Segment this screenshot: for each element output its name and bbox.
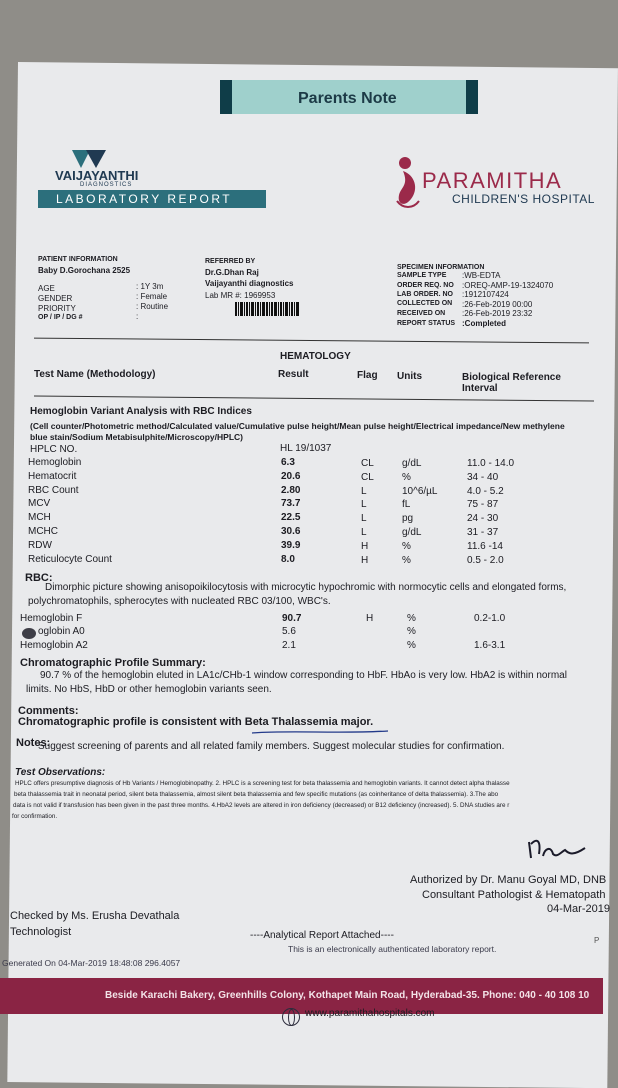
hplc-label: HPLC NO. [30, 444, 78, 455]
result-name: MCV [28, 498, 51, 509]
hospital-name: PARAMITHA [422, 168, 563, 193]
result-value: 2.80 [281, 485, 301, 496]
rbc-text-2: polychromatophils, spherocytes with nucleated RBC 03/100, WBC's. [28, 596, 331, 607]
tab-edge-left [220, 80, 232, 114]
result-value: 22.5 [281, 512, 301, 523]
chrom-summary-text-1: 90.7 % of the hemoglobin eluted in LA1c/CHb-1 window corresponding to HbF. HbAo is very low. HbA2 is within normal [40, 670, 567, 681]
parents-note-tab [220, 80, 478, 114]
lab-order-value: :1912107424 [462, 290, 509, 299]
result-ref: 0.5 - 2.0 [467, 555, 504, 566]
priority-value: : Routine [136, 302, 169, 311]
lab-report-title: LABORATORY REPORT [56, 192, 233, 206]
result-name: Reticulocyte Count [28, 554, 112, 565]
result-flag: L [361, 486, 367, 497]
age-value: : 1Y 3m [136, 282, 164, 291]
generated-on: Generated On 04-Mar-2019 18:48:08 296.4057 [2, 958, 181, 968]
lab-sub: DIAGNOSTICS [80, 182, 133, 188]
specimen-section-label: SPECIMEN INFORMATION [397, 264, 485, 271]
result-name: MCH [28, 512, 51, 523]
result-flag: CL [361, 472, 374, 483]
parents-note-label: Parents Note [298, 90, 397, 107]
variant-name: oglobin A0 [38, 626, 85, 637]
lab-name: VAIJAYANTHI [55, 168, 139, 183]
result-name: Hematocrit [28, 471, 77, 482]
result-value: 73.7 [281, 498, 301, 509]
col-result: Result [278, 369, 309, 380]
globe-icon [282, 1008, 300, 1026]
report-status-value: :Completed [462, 319, 506, 328]
collected-value: :26-Feb-2019 00:00 [462, 300, 533, 309]
report-status-label: REPORT STATUS [397, 320, 456, 327]
panel-title: Hemoglobin Variant Analysis with RBC Indices [30, 406, 252, 417]
electronic-note: This is an electronically authenticated laboratory report. [288, 944, 497, 954]
authorized-date: 04-Mar-2019 [547, 903, 610, 915]
variant-flag: H [366, 613, 374, 624]
result-value: 8.0 [281, 554, 295, 565]
checked-by: Checked by Ms. Erusha Devathala [10, 910, 180, 922]
doctor-signature-icon [525, 832, 589, 862]
chrom-summary-text-2: limits. No HbS, HbD or other hemoglobin variants seen. [26, 684, 272, 695]
op-value: : [136, 312, 139, 321]
website: www.paramithahospitals.com [305, 1008, 435, 1019]
variant-result: 5.6 [282, 626, 296, 637]
result-ref: 34 - 40 [467, 472, 499, 483]
col-ref-2: Interval [462, 383, 498, 394]
variant-name: Hemoglobin A2 [20, 640, 88, 651]
col-ref-1: Biological Reference [462, 372, 561, 383]
result-name: RBC Count [28, 485, 79, 496]
handwritten-underline [250, 729, 390, 735]
rbc-text-1: Dimorphic picture showing anisopoikilocytosis with microcytic hypochromic with normocytic cells and elongated forms, [45, 582, 567, 593]
variant-unit: % [407, 613, 416, 624]
result-ref: 31 - 37 [467, 527, 499, 538]
referred-section-label: REFERRED BY [205, 258, 256, 265]
result-unit: g/dL [402, 527, 422, 538]
rbc-label: RBC: [25, 572, 53, 584]
hplc-value: HL 19/1037 [280, 443, 332, 454]
received-label: RECEIVED ON [397, 310, 446, 317]
footer-address: Beside Karachi Bakery, Greenhills Colony, Kothapet Main Road, Hyderabad-35. Phone: 040 - 40 108 10 [105, 990, 590, 1001]
result-unit: pg [402, 513, 414, 524]
result-name: RDW [28, 540, 52, 551]
comments-text: Chromatographic profile is consistent with Beta Thalassemia major. [18, 716, 374, 728]
col-test-name: Test Name (Methodology) [34, 369, 156, 380]
barcode-icon [235, 302, 299, 316]
notes-text: Suggest screening of parents and all related family members. Suggest molecular studies for confirmation. [38, 741, 505, 752]
result-flag: L [361, 499, 367, 510]
variant-ref: 1.6-3.1 [474, 640, 506, 651]
col-units: Units [397, 371, 422, 382]
result-flag: H [361, 555, 369, 566]
lab-order-label: LAB ORDER. NO [397, 291, 453, 298]
observation-line-4: for confirmation. [12, 813, 58, 820]
col-flag: Flag [357, 370, 378, 381]
variant-unit: % [407, 640, 416, 651]
referring-doctor: Dr.G.Dhan Raj [205, 268, 259, 277]
op-label: OP / IP / DG # [38, 314, 83, 321]
paramitha-logo-icon [393, 155, 423, 211]
authorized-by: Authorized by Dr. Manu Goyal MD, DNB [410, 874, 607, 886]
variant-ref: 0.2-1.0 [474, 613, 506, 624]
variant-result: 90.7 [282, 613, 302, 624]
result-unit: % [402, 555, 411, 566]
sample-type-label: SAMPLE TYPE [397, 272, 447, 279]
result-value: 6.3 [281, 457, 295, 468]
result-value: 39.9 [281, 540, 301, 551]
lab-report-banner [38, 190, 266, 208]
age-label: AGE [38, 284, 55, 293]
patient-name: Baby D.Gorochana 2525 [38, 266, 131, 275]
result-flag: L [361, 527, 367, 538]
footer-address-band [0, 978, 603, 1014]
result-ref: 11.6 -14 [467, 541, 503, 552]
patient-section-label: PATIENT INFORMATION [38, 256, 118, 263]
result-name: MCHC [28, 526, 58, 537]
report-attached: ----Analytical Report Attached---- [250, 930, 394, 941]
panel-method-2: blue stain/Sodium Metabisulphite/Microscopy/HPLC) [30, 432, 243, 442]
result-unit: 10^6/µL [402, 486, 438, 497]
result-flag: CL [361, 458, 374, 469]
priority-label: PRIORITY [38, 304, 76, 313]
vaijayanthi-logo-icon [72, 148, 112, 170]
page-mark: P [594, 936, 600, 945]
order-req-label: ORDER REQ. NO [397, 282, 454, 289]
result-ref: 24 - 30 [467, 513, 499, 524]
department-title: HEMATOLOGY [280, 351, 351, 362]
received-value: :26-Feb-2019 23:32 [462, 309, 533, 318]
variant-result: 2.1 [282, 640, 296, 651]
gender-value: : Female [136, 292, 168, 301]
result-unit: g/dL [402, 458, 422, 469]
result-value: 20.6 [281, 471, 301, 482]
observations-label: Test Observations: [15, 767, 106, 778]
result-flag: H [361, 541, 369, 552]
authorized-title: Consultant Pathologist & Hematopath [422, 889, 606, 901]
panel-method-1: (Cell counter/Photometric method/Calculated value/Cumulative pulse height/Mean pulse height/Electrical impedance/New methylene [30, 421, 565, 431]
variant-unit: % [407, 626, 416, 637]
notes-label: Notes: [16, 737, 51, 749]
result-unit: fL [402, 499, 411, 510]
result-ref: 4.0 - 5.2 [467, 486, 504, 497]
checked-title: Technologist [10, 926, 72, 938]
lab-mr-number: Lab MR #: 1969953 [205, 291, 276, 300]
comments-label: Comments: [18, 705, 79, 717]
result-value: 30.6 [281, 526, 301, 537]
variant-name: Hemoglobin F [20, 613, 83, 624]
result-unit: % [402, 472, 411, 483]
result-name: Hemoglobin [28, 457, 82, 468]
sample-type-value: :WB-EDTA [462, 271, 501, 280]
chrom-summary-label: Chromatographic Profile Summary: [20, 657, 206, 669]
result-ref: 11.0 - 14.0 [467, 458, 515, 469]
result-unit: % [402, 541, 411, 552]
result-ref: 75 - 87 [467, 499, 499, 510]
gender-label: GENDER [38, 294, 73, 303]
redaction-blot [22, 628, 36, 639]
observation-line-2: beta thalassemia trait in neonatal period, silent beta thalassemia, almost silent beta thalassemia and few specific mutations (as coinheritance of delta thalassemia). 3.The abo [14, 791, 499, 798]
referring-org: Vaijayanthi diagnostics [205, 279, 294, 288]
observation-line-1: HPLC offers presumptive diagnosis of Hb Variants / Hemoglobinopathy. 2. HPLC is a screening test for beta thalassemia and hemoglobin variants. It cannot detect alpha thalasse [15, 780, 510, 787]
order-req-value: :OREQ-AMP-19-1324070 [462, 281, 554, 290]
observation-line-3: data is not valid if transfusion has been given in the past three months. 4.HbA2 levels are altered in iron deficiency (decreased) or B12 deficiency (increased). 5. DNA studies are r [13, 802, 510, 809]
hospital-sub: CHILDREN'S HOSPITAL [452, 192, 595, 206]
tab-edge-right [466, 80, 478, 114]
collected-label: COLLECTED ON [397, 300, 453, 307]
result-flag: L [361, 513, 367, 524]
